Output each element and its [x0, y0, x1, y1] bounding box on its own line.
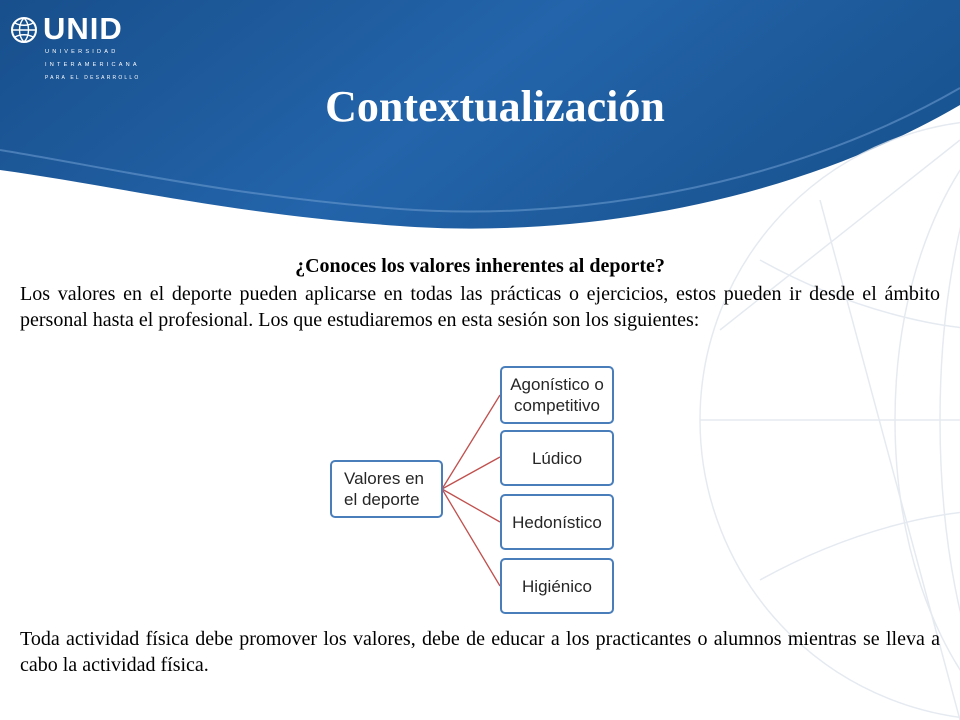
unid-logo — [8, 8, 148, 88]
logo-line-desarrollo: PARA EL DESARROLLO — [45, 75, 141, 81]
branch-node-hedonistico: Hedonístico — [500, 494, 614, 550]
globe-logo-icon — [10, 16, 38, 44]
branch-node-agonistico: Agonístico o competitivo — [500, 366, 614, 424]
slide-title: Contextualización — [325, 82, 665, 131]
values-diagram — [300, 360, 620, 620]
logo-line-universidad: UNIVERSIDAD — [45, 49, 119, 55]
logo-wordmark: UNID — [43, 11, 123, 46]
question-heading: ¿Conoces los valores inherentes al deporte? — [295, 255, 665, 277]
connector-line — [442, 489, 500, 586]
logo-line-interamericana: INTERAMERICANA — [45, 62, 140, 68]
branch-node-ludico: Lúdico — [500, 430, 614, 486]
branch-node-higienico: Higiénico — [500, 558, 614, 614]
intro-paragraph: Los valores en el deporte pueden aplicarse en todas las prácticas o ejercicios, estos pueden ir desde el ámbito personal hasta el profesional. Los que estudiaremos en esta sesión son los siguientes: — [20, 283, 940, 331]
connector-line — [442, 457, 500, 489]
connector-line — [442, 395, 500, 489]
diagram-root-node: Valores en el deporte — [330, 460, 443, 518]
connector-line — [442, 489, 500, 522]
closing-paragraph: Toda actividad física debe promover los valores, debe de educar a los practicantes o alumnos mientras se lleva a cabo la actividad física. — [20, 628, 940, 676]
